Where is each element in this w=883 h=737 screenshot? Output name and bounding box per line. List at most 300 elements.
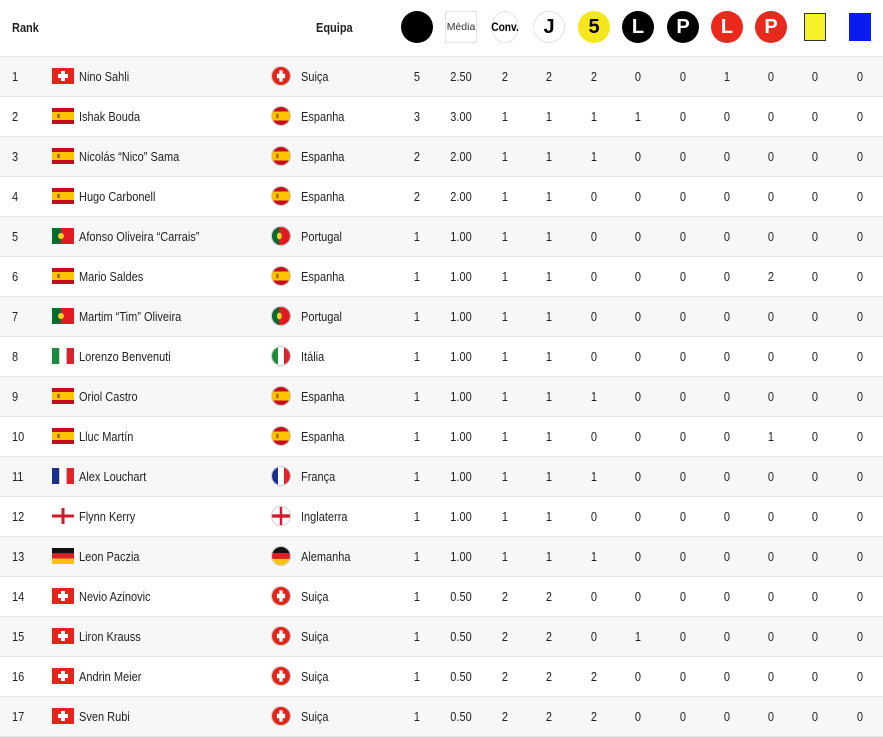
l_red-cell: 0 — [723, 469, 731, 484]
media-cell: 1.00 — [450, 469, 472, 484]
conversion-header[interactable] — [488, 10, 522, 44]
spain-team-flag-icon — [271, 186, 291, 206]
conv-cell: 1 — [501, 389, 509, 404]
goals-cell: 1 — [413, 309, 421, 324]
l_black-cell: 0 — [634, 469, 642, 484]
goals-cell: 1 — [413, 509, 421, 524]
conv-cell: 1 — [501, 509, 509, 524]
j-cell: 2 — [545, 709, 553, 724]
blue_card-cell: 0 — [856, 589, 864, 604]
switzerland-team-flag-icon — [271, 626, 291, 646]
p_red-cell: 0 — [767, 589, 775, 604]
l_red-cell: 0 — [723, 629, 731, 644]
yellow-card-header[interactable] — [798, 10, 832, 44]
team-name[interactable]: Suiça — [301, 629, 329, 644]
portugal-flag-icon — [52, 228, 74, 244]
yellow_card-cell: 0 — [811, 349, 819, 364]
games-header[interactable] — [532, 10, 566, 44]
conv-cell: 2 — [501, 709, 509, 724]
goals-cell: 1 — [413, 589, 421, 604]
yellow_card-cell: 0 — [811, 269, 819, 284]
j-cell: 1 — [545, 349, 553, 364]
team-name[interactable]: Espanha — [301, 389, 345, 404]
l_red-cell: 0 — [723, 669, 731, 684]
portugal-team-flag-icon — [271, 306, 291, 326]
player-name[interactable]: Flynn Kerry — [79, 509, 136, 524]
yellow_card-cell: 0 — [811, 589, 819, 604]
p_red-cell: 0 — [767, 349, 775, 364]
goals-cell: 1 — [413, 229, 421, 244]
spain-team-flag-icon — [271, 386, 291, 406]
p_red-cell: 0 — [767, 309, 775, 324]
team-name[interactable]: Alemanha — [301, 549, 351, 564]
l-black-header[interactable] — [621, 10, 655, 44]
switzerland-flag-icon — [52, 68, 74, 84]
spain-flag-icon — [52, 388, 74, 404]
rank-cell: 7 — [12, 309, 19, 324]
p_black-cell: 0 — [679, 669, 687, 684]
p_black-cell: 0 — [679, 189, 687, 204]
p-black-icon: P — [667, 11, 699, 43]
l_red-cell: 0 — [723, 349, 731, 364]
germany-flag-icon — [52, 548, 74, 564]
p_black-cell: 0 — [679, 149, 687, 164]
goals-cell: 5 — [413, 69, 421, 84]
player-name[interactable]: Nicolás “Nico” Sama — [79, 149, 180, 164]
p_red-cell: 0 — [767, 109, 775, 124]
blue_card-cell: 0 — [856, 629, 864, 644]
j-cell: 2 — [545, 69, 553, 84]
rank-cell: 1 — [12, 69, 19, 84]
j-cell: 1 — [545, 429, 553, 444]
table-row[interactable] — [0, 537, 883, 577]
england-flag-icon — [52, 508, 74, 524]
l-black-icon: L — [622, 11, 654, 43]
spain-flag-icon — [52, 268, 74, 284]
rank-cell: 5 — [12, 229, 19, 244]
yellow_card-cell: 0 — [811, 469, 819, 484]
france-flag-icon — [52, 468, 74, 484]
conv-cell: 1 — [501, 189, 509, 204]
team-name[interactable]: França — [301, 469, 336, 484]
l_red-cell: 0 — [723, 229, 731, 244]
blue_card-cell: 0 — [856, 69, 864, 84]
blue_card-cell: 0 — [856, 269, 864, 284]
l_red-cell: 0 — [723, 549, 731, 564]
team-name[interactable]: Suiça — [301, 669, 329, 684]
p_black-cell: 0 — [679, 389, 687, 404]
conv-cell: 1 — [501, 269, 509, 284]
p_red-cell: 0 — [767, 469, 775, 484]
j-cell: 1 — [545, 149, 553, 164]
five-cell: 1 — [590, 109, 598, 124]
player-name[interactable]: Alex Louchart — [79, 469, 147, 484]
five-cell: 0 — [590, 509, 598, 524]
spain-flag-icon — [52, 148, 74, 164]
rank-cell: 13 — [12, 549, 25, 564]
blue-card-header[interactable] — [843, 10, 877, 44]
l_black-cell: 0 — [634, 269, 642, 284]
team-name[interactable]: Portugal — [301, 229, 342, 244]
portugal-team-flag-icon — [271, 226, 291, 246]
p-red-header[interactable] — [754, 10, 788, 44]
l-red-header[interactable] — [710, 10, 744, 44]
blue_card-cell: 0 — [856, 709, 864, 724]
five-cell: 0 — [590, 309, 598, 324]
rank-cell: 15 — [12, 629, 25, 644]
rank-cell: 3 — [12, 149, 19, 164]
spain-flag-icon — [52, 428, 74, 444]
conv-cell: 2 — [501, 589, 509, 604]
rank-cell: 14 — [12, 589, 25, 604]
five-cell: 0 — [590, 589, 598, 604]
l_black-cell: 0 — [634, 549, 642, 564]
table-row[interactable] — [0, 57, 883, 97]
team-header[interactable]: Equipa — [316, 21, 353, 35]
l_black-cell: 0 — [634, 509, 642, 524]
spain-team-flag-icon — [271, 106, 291, 126]
l_black-cell: 0 — [634, 429, 642, 444]
blue_card-cell: 0 — [856, 469, 864, 484]
p_black-cell: 0 — [679, 349, 687, 364]
yellow_card-cell: 0 — [811, 429, 819, 444]
switzerland-flag-icon — [52, 588, 74, 604]
blue_card-cell: 0 — [856, 549, 864, 564]
l_black-cell: 0 — [634, 309, 642, 324]
player-name[interactable]: Mario Saldes — [79, 269, 144, 284]
table-row[interactable] — [0, 297, 883, 337]
p_black-cell: 0 — [679, 589, 687, 604]
l_red-cell: 0 — [723, 509, 731, 524]
yellow_card-cell: 0 — [811, 709, 819, 724]
five-cell: 1 — [590, 469, 598, 484]
average-box: Média — [445, 11, 477, 43]
spain-team-flag-icon — [271, 266, 291, 286]
p_red-cell: 0 — [767, 69, 775, 84]
five-cell: 1 — [590, 149, 598, 164]
p_red-cell: 0 — [767, 229, 775, 244]
table-row[interactable] — [0, 657, 883, 697]
l_black-cell: 0 — [634, 229, 642, 244]
p-black-header[interactable] — [666, 10, 700, 44]
goal-ball-icon — [401, 11, 433, 43]
p_red-cell: 0 — [767, 669, 775, 684]
rank-cell: 2 — [12, 109, 19, 124]
table-row[interactable] — [0, 697, 883, 737]
l_black-cell: 0 — [634, 589, 642, 604]
j-cell: 1 — [545, 549, 553, 564]
player-name[interactable]: Afonso Oliveira “Carrais” — [79, 229, 200, 244]
l_red-cell: 0 — [723, 389, 731, 404]
blue_card-cell: 0 — [856, 669, 864, 684]
player-name[interactable]: Andrin Meier — [79, 669, 142, 684]
p_black-cell: 0 — [679, 469, 687, 484]
l_black-cell: 0 — [634, 669, 642, 684]
conv-cell: 2 — [501, 69, 509, 84]
conv-cell: 1 — [501, 149, 509, 164]
player-name[interactable]: Martim “Tim” Oliveira — [79, 309, 182, 324]
j-cell: 1 — [545, 309, 553, 324]
germany-team-flag-icon — [271, 546, 291, 566]
switzerland-team-flag-icon — [271, 586, 291, 606]
table-row[interactable] — [0, 497, 883, 537]
table-row[interactable] — [0, 257, 883, 297]
spain-team-flag-icon — [271, 146, 291, 166]
p_black-cell: 0 — [679, 109, 687, 124]
player-name[interactable]: Sven Rubi — [79, 709, 130, 724]
goals-cell: 1 — [413, 269, 421, 284]
conversion-icon: Conv. — [491, 11, 518, 43]
yellow_card-cell: 0 — [811, 549, 819, 564]
l_black-cell: 1 — [634, 629, 642, 644]
conv-cell: 1 — [501, 469, 509, 484]
rank-cell: 4 — [12, 189, 19, 204]
player-name[interactable]: Oriol Castro — [79, 389, 138, 404]
goals-cell: 1 — [413, 709, 421, 724]
j-cell: 1 — [545, 269, 553, 284]
goals-cell: 3 — [413, 109, 421, 124]
j-letter-icon: J — [533, 11, 565, 43]
p_black-cell: 0 — [679, 509, 687, 524]
goals-cell: 1 — [413, 349, 421, 364]
j-cell: 1 — [545, 509, 553, 524]
yellow_card-cell: 0 — [811, 669, 819, 684]
player-name[interactable]: Hugo Carbonell — [79, 189, 156, 204]
rank-header[interactable]: Rank — [12, 21, 39, 35]
italy-team-flag-icon — [271, 346, 291, 366]
media-cell: 2.50 — [450, 69, 472, 84]
player-name[interactable]: Liron Krauss — [79, 629, 141, 644]
l_red-cell: 0 — [723, 709, 731, 724]
p_red-cell: 0 — [767, 509, 775, 524]
switzerland-flag-icon — [52, 628, 74, 644]
table-row[interactable] — [0, 417, 883, 457]
l_black-cell: 0 — [634, 69, 642, 84]
team-name[interactable]: Espanha — [301, 149, 345, 164]
blue_card-cell: 0 — [856, 389, 864, 404]
goals-cell: 1 — [413, 429, 421, 444]
j-cell: 1 — [545, 389, 553, 404]
yellow_card-cell: 0 — [811, 229, 819, 244]
table-row[interactable] — [0, 97, 883, 137]
p_black-cell: 0 — [679, 549, 687, 564]
blue_card-cell: 0 — [856, 189, 864, 204]
p_black-cell: 0 — [679, 709, 687, 724]
rank-cell: 12 — [12, 509, 25, 524]
l_red-cell: 0 — [723, 269, 731, 284]
player-name[interactable]: Ishak Bouda — [79, 109, 141, 124]
five-cell: 2 — [590, 669, 598, 684]
team-name[interactable]: Suiça — [301, 589, 329, 604]
media-cell: 0.50 — [450, 589, 472, 604]
table-row[interactable] — [0, 577, 883, 617]
media-cell: 1.00 — [450, 349, 472, 364]
p_red-cell: 0 — [767, 149, 775, 164]
conv-cell: 1 — [501, 309, 509, 324]
table-row[interactable] — [0, 177, 883, 217]
yellow_card-cell: 0 — [811, 109, 819, 124]
media-cell: 3.00 — [450, 109, 472, 124]
p_red-cell: 1 — [767, 429, 775, 444]
p_red-cell: 2 — [767, 269, 775, 284]
yellow_card-cell: 0 — [811, 189, 819, 204]
yellow_card-cell: 0 — [811, 309, 819, 324]
france-team-flag-icon — [271, 466, 291, 486]
goals-cell: 1 — [413, 629, 421, 644]
p_red-cell: 0 — [767, 389, 775, 404]
player-name[interactable]: Nino Sahli — [79, 69, 130, 84]
l_red-cell: 1 — [723, 69, 731, 84]
five-cell: 0 — [590, 349, 598, 364]
team-name[interactable]: Suiça — [301, 69, 329, 84]
j-cell: 2 — [545, 669, 553, 684]
team-name[interactable]: Espanha — [301, 109, 345, 124]
l_black-cell: 0 — [634, 709, 642, 724]
l_black-cell: 0 — [634, 189, 642, 204]
goals-cell: 1 — [413, 389, 421, 404]
player-name[interactable]: Leon Paczia — [79, 549, 140, 564]
goals-header[interactable] — [400, 10, 434, 44]
rank-cell: 11 — [12, 469, 24, 484]
five-cell: 1 — [590, 389, 598, 404]
team-name[interactable]: Espanha — [301, 269, 345, 284]
team-name[interactable]: Espanha — [301, 189, 345, 204]
five-cell: 0 — [590, 189, 598, 204]
conv-cell: 1 — [501, 109, 509, 124]
media-cell: 2.00 — [450, 189, 472, 204]
goals-cell: 1 — [413, 549, 421, 564]
team-name[interactable]: Suiça — [301, 709, 329, 724]
j-cell: 2 — [545, 589, 553, 604]
yellow_card-cell: 0 — [811, 149, 819, 164]
goals-cell: 2 — [413, 189, 421, 204]
l_black-cell: 0 — [634, 389, 642, 404]
l_black-cell: 0 — [634, 349, 642, 364]
l_red-cell: 0 — [723, 149, 731, 164]
p-red-icon: P — [755, 11, 787, 43]
p_red-cell: 0 — [767, 709, 775, 724]
rank-cell: 8 — [12, 349, 19, 364]
five-cell: 0 — [590, 629, 598, 644]
l_red-cell: 0 — [723, 309, 731, 324]
switzerland-team-flag-icon — [271, 66, 291, 86]
team-name[interactable]: Portugal — [301, 309, 342, 324]
l_black-cell: 1 — [634, 109, 642, 124]
five-cell: 0 — [590, 229, 598, 244]
blue_card-cell: 0 — [856, 429, 864, 444]
table-row[interactable] — [0, 137, 883, 177]
switzerland-flag-icon — [52, 668, 74, 684]
five-cell: 1 — [590, 549, 598, 564]
conv-cell: 2 — [501, 669, 509, 684]
l_red-cell: 0 — [723, 109, 731, 124]
media-cell: 1.00 — [450, 269, 472, 284]
media-cell: 1.00 — [450, 549, 472, 564]
yellow_card-cell: 0 — [811, 389, 819, 404]
j-cell: 2 — [545, 629, 553, 644]
blue-card-icon — [849, 13, 871, 41]
table-row[interactable] — [0, 337, 883, 377]
p_black-cell: 0 — [679, 69, 687, 84]
table-row[interactable] — [0, 377, 883, 417]
p_black-cell: 0 — [679, 429, 687, 444]
blue_card-cell: 0 — [856, 309, 864, 324]
five-cell: 2 — [590, 709, 598, 724]
spain-flag-icon — [52, 188, 74, 204]
table-header — [0, 0, 883, 57]
five-cell: 0 — [590, 269, 598, 284]
spain-team-flag-icon — [271, 426, 291, 446]
media-cell: 1.00 — [450, 509, 472, 524]
team-name[interactable]: Inglaterra — [301, 509, 348, 524]
media-cell: 2.00 — [450, 149, 472, 164]
p_red-cell: 0 — [767, 549, 775, 564]
blue_card-cell: 0 — [856, 229, 864, 244]
media-cell: 1.00 — [450, 389, 472, 404]
conv-cell: 1 — [501, 549, 509, 564]
switzerland-team-flag-icon — [271, 666, 291, 686]
j-cell: 1 — [545, 469, 553, 484]
blue_card-cell: 0 — [856, 509, 864, 524]
p_black-cell: 0 — [679, 309, 687, 324]
five-header[interactable] — [577, 10, 611, 44]
yellow-card-icon — [804, 13, 826, 41]
blue_card-cell: 0 — [856, 109, 864, 124]
italy-flag-icon — [52, 348, 74, 364]
l_black-cell: 0 — [634, 149, 642, 164]
p_black-cell: 0 — [679, 629, 687, 644]
five-cell: 0 — [590, 429, 598, 444]
goals-cell: 2 — [413, 149, 421, 164]
j-cell: 1 — [545, 109, 553, 124]
table-row[interactable] — [0, 217, 883, 257]
table-row[interactable] — [0, 457, 883, 497]
j-cell: 1 — [545, 229, 553, 244]
average-header[interactable] — [444, 10, 478, 44]
goals-cell: 1 — [413, 669, 421, 684]
rank-cell: 10 — [12, 429, 25, 444]
conv-cell: 1 — [501, 229, 509, 244]
table-row[interactable] — [0, 617, 883, 657]
p_red-cell: 0 — [767, 189, 775, 204]
player-name[interactable]: Nevio Azinovic — [79, 589, 151, 604]
l_red-cell: 0 — [723, 429, 731, 444]
l_red-cell: 0 — [723, 189, 731, 204]
yellow_card-cell: 0 — [811, 69, 819, 84]
team-name[interactable]: Itália — [301, 349, 325, 364]
team-name[interactable]: Espanha — [301, 429, 345, 444]
portugal-flag-icon — [52, 308, 74, 324]
yellow_card-cell: 0 — [811, 509, 819, 524]
blue_card-cell: 0 — [856, 149, 864, 164]
blue_card-cell: 0 — [856, 349, 864, 364]
media-cell: 0.50 — [450, 629, 472, 644]
rank-cell: 6 — [12, 269, 19, 284]
rank-cell: 9 — [12, 389, 19, 404]
five-cell: 2 — [590, 69, 598, 84]
rank-cell: 16 — [12, 669, 25, 684]
media-cell: 1.00 — [450, 309, 472, 324]
conv-cell: 1 — [501, 429, 509, 444]
spain-flag-icon — [52, 108, 74, 124]
media-cell: 1.00 — [450, 429, 472, 444]
j-cell: 1 — [545, 189, 553, 204]
media-cell: 0.50 — [450, 669, 472, 684]
player-name[interactable]: Lluc Martín — [79, 429, 134, 444]
conv-cell: 1 — [501, 349, 509, 364]
player-name[interactable]: Lorenzo Benvenuti — [79, 349, 171, 364]
l-red-icon: L — [711, 11, 743, 43]
